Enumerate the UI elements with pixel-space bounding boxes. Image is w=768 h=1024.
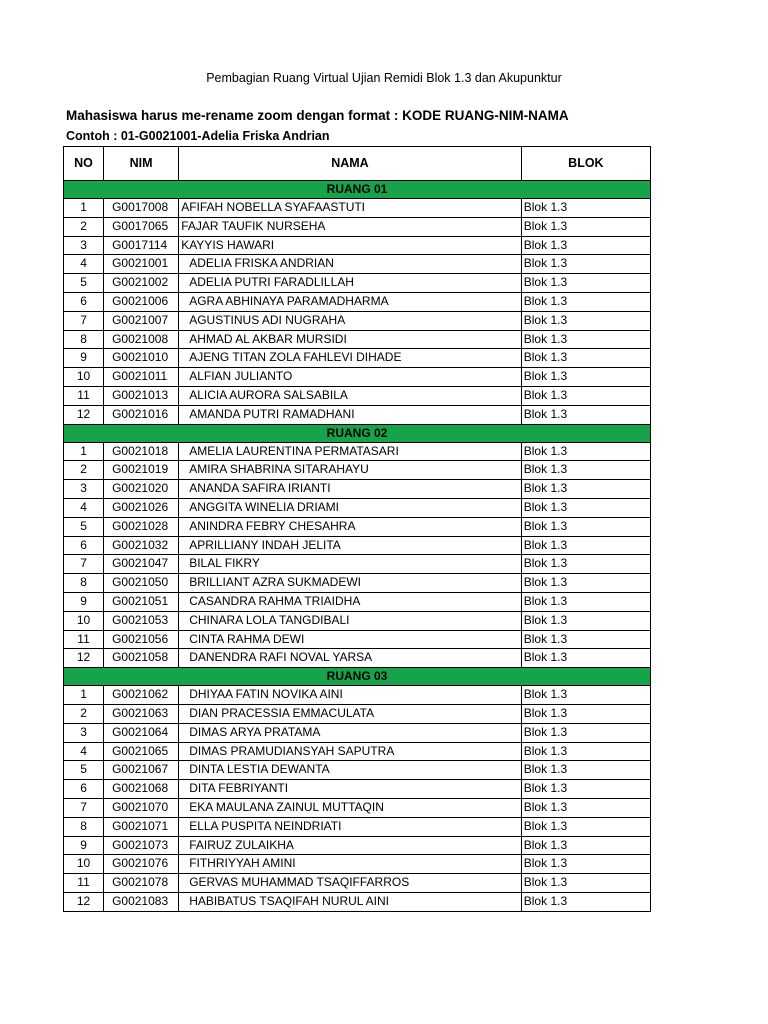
cell-no: 3 [64,236,104,255]
cell-nim: G0021071 [104,817,179,836]
cell-nama: CASANDRA RAHMA TRIAIDHA [179,592,522,611]
cell-nama: DIMAS PRAMUDIANSYAH SAPUTRA [179,742,522,761]
cell-no: 11 [64,630,104,649]
cell-nim: G0021006 [104,292,179,311]
table-body [64,181,651,912]
cell-nama: CINTA RAHMA DEWI [179,630,522,649]
cell-blok: Blok 1.3 [521,349,650,368]
table-row [64,386,651,405]
cell-no: 2 [64,461,104,480]
cell-nim: G0021001 [104,255,179,274]
cell-blok: Blok 1.3 [521,236,650,255]
cell-nama: ADELIA PUTRI FARADLILLAH [179,274,522,293]
cell-no: 7 [64,555,104,574]
header-nim: NIM [104,147,179,181]
table-row [64,217,651,236]
table-row [64,311,651,330]
cell-blok: Blok 1.3 [521,311,650,330]
table-row [64,442,651,461]
table-row [64,798,651,817]
cell-nama: BILAL FIKRY [179,555,522,574]
cell-nim: G0021068 [104,780,179,799]
cell-nama: ALICIA AURORA SALSABILA [179,386,522,405]
cell-nim: G0021064 [104,723,179,742]
cell-blok: Blok 1.3 [521,611,650,630]
cell-nama: AGUSTINUS ADI NUGRAHA [179,311,522,330]
table-row [64,536,651,555]
table-row [64,592,651,611]
cell-blok: Blok 1.3 [521,574,650,593]
table-row [64,855,651,874]
table-row [64,236,651,255]
room-header-row [64,668,651,686]
table-row [64,723,651,742]
cell-nim: G0017114 [104,236,179,255]
room-label: RUANG 01 [64,181,651,199]
table-row [64,649,651,668]
cell-no: 5 [64,761,104,780]
table-row [64,405,651,424]
cell-nim: G0021032 [104,536,179,555]
table-row [64,255,651,274]
header-blok: BLOK [521,147,650,181]
cell-blok: Blok 1.3 [521,555,650,574]
cell-nim: G0017065 [104,217,179,236]
cell-no: 11 [64,874,104,893]
room-header-row [64,424,651,442]
cell-nim: G0017008 [104,199,179,218]
cell-blok: Blok 1.3 [521,723,650,742]
cell-blok: Blok 1.3 [521,592,650,611]
cell-blok: Blok 1.3 [521,292,650,311]
cell-nama: FAIRUZ ZULAIKHA [179,836,522,855]
cell-nim: G0021013 [104,386,179,405]
cell-blok: Blok 1.3 [521,498,650,517]
cell-nim: G0021076 [104,855,179,874]
cell-nim: G0021070 [104,798,179,817]
cell-nim: G0021018 [104,442,179,461]
cell-blok: Blok 1.3 [521,704,650,723]
cell-nama: FITHRIYYAH AMINI [179,855,522,874]
room-label: RUANG 03 [64,668,651,686]
cell-blok: Blok 1.3 [521,798,650,817]
cell-nim: G0021020 [104,480,179,499]
cell-no: 6 [64,292,104,311]
room-header-row [64,181,651,199]
cell-nim: G0021047 [104,555,179,574]
header-no: NO [64,147,104,181]
cell-nama: AMANDA PUTRI RAMADHANI [179,405,522,424]
table-row [64,498,651,517]
cell-blok: Blok 1.3 [521,480,650,499]
cell-no: 5 [64,517,104,536]
cell-blok: Blok 1.3 [521,817,650,836]
cell-no: 9 [64,836,104,855]
cell-nim: G0021062 [104,686,179,705]
cell-no: 3 [64,723,104,742]
room-assignment-table [63,146,651,912]
cell-nama: CHINARA LOLA TANGDIBALI [179,611,522,630]
table-row [64,704,651,723]
cell-blok: Blok 1.3 [521,217,650,236]
cell-nama: AMIRA SHABRINA SITARAHAYU [179,461,522,480]
cell-nama: ANINDRA FEBRY CHESAHRA [179,517,522,536]
cell-blok: Blok 1.3 [521,742,650,761]
cell-nama: DINTA LESTIA DEWANTA [179,761,522,780]
cell-nama: EKA MAULANA ZAINUL MUTTAQIN [179,798,522,817]
table-row [64,330,651,349]
rename-instruction: Mahasiswa harus me-rename zoom dengan format : KODE RUANG-NIM-NAMA [66,108,569,123]
cell-nama: BRILLIANT AZRA SUKMADEWI [179,574,522,593]
cell-blok: Blok 1.3 [521,874,650,893]
cell-blok: Blok 1.3 [521,892,650,911]
cell-nama: DANENDRA RAFI NOVAL YARSA [179,649,522,668]
cell-nama: AFIFAH NOBELLA SYAFAASTUTI [179,199,522,218]
table-row [64,742,651,761]
cell-nim: G0021019 [104,461,179,480]
cell-nama: DIMAS ARYA PRATAMA [179,723,522,742]
table-row [64,836,651,855]
cell-no: 12 [64,649,104,668]
cell-no: 4 [64,498,104,517]
cell-nama: ANANDA SAFIRA IRIANTI [179,480,522,499]
cell-blok: Blok 1.3 [521,686,650,705]
cell-nim: G0021056 [104,630,179,649]
cell-nim: G0021011 [104,368,179,387]
cell-nim: G0021053 [104,611,179,630]
cell-no: 9 [64,349,104,368]
cell-blok: Blok 1.3 [521,442,650,461]
cell-blok: Blok 1.3 [521,761,650,780]
table-row [64,761,651,780]
cell-nama: AHMAD AL AKBAR MURSIDI [179,330,522,349]
cell-blok: Blok 1.3 [521,386,650,405]
table-row [64,611,651,630]
cell-nim: G0021007 [104,311,179,330]
cell-nim: G0021016 [104,405,179,424]
table-row [64,517,651,536]
cell-no: 4 [64,742,104,761]
cell-blok: Blok 1.3 [521,517,650,536]
document-title: Pembagian Ruang Virtual Ujian Remidi Blok 1.3 dan Akupunktur [206,71,562,85]
cell-no: 11 [64,386,104,405]
cell-blok: Blok 1.3 [521,330,650,349]
cell-blok: Blok 1.3 [521,461,650,480]
room-label: RUANG 02 [64,424,651,442]
table-row [64,780,651,799]
cell-blok: Blok 1.3 [521,274,650,293]
cell-no: 5 [64,274,104,293]
cell-no: 12 [64,405,104,424]
cell-blok: Blok 1.3 [521,405,650,424]
cell-nim: G0021083 [104,892,179,911]
cell-no: 6 [64,536,104,555]
cell-no: 7 [64,798,104,817]
cell-nama: DHIYAA FATIN NOVIKA AINI [179,686,522,705]
cell-no: 1 [64,442,104,461]
cell-no: 10 [64,855,104,874]
cell-nim: G0021078 [104,874,179,893]
cell-no: 10 [64,611,104,630]
cell-no: 4 [64,255,104,274]
cell-nama: ANGGITA WINELIA DRIAMI [179,498,522,517]
cell-nim: G0021002 [104,274,179,293]
cell-nama: ELLA PUSPITA NEINDRIATI [179,817,522,836]
cell-no: 8 [64,817,104,836]
cell-nama: ALFIAN JULIANTO [179,368,522,387]
cell-nim: G0021028 [104,517,179,536]
table-row [64,817,651,836]
cell-nama: DIAN PRACESSIA EMMACULATA [179,704,522,723]
cell-nim: G0021008 [104,330,179,349]
cell-no: 1 [64,199,104,218]
cell-nim: G0021051 [104,592,179,611]
cell-nim: G0021050 [104,574,179,593]
cell-nama: ADELIA FRISKA ANDRIAN [179,255,522,274]
table-row [64,574,651,593]
table-row [64,555,651,574]
table-row [64,630,651,649]
cell-nama: AGRA ABHINAYA PARAMADHARMA [179,292,522,311]
table-row [64,892,651,911]
cell-nim: G0021063 [104,704,179,723]
rename-example: Contoh : 01-G0021001-Adelia Friska Andrian [66,129,330,143]
cell-no: 8 [64,574,104,593]
cell-nama: FAJAR TAUFIK NURSEHA [179,217,522,236]
cell-no: 8 [64,330,104,349]
cell-no: 2 [64,217,104,236]
table-row [64,199,651,218]
cell-no: 7 [64,311,104,330]
table-row [64,368,651,387]
cell-nama: AJENG TITAN ZOLA FAHLEVI DIHADE [179,349,522,368]
cell-no: 2 [64,704,104,723]
header-nama: NAMA [179,147,522,181]
cell-blok: Blok 1.3 [521,536,650,555]
table-row [64,461,651,480]
cell-nama: DITA FEBRIYANTI [179,780,522,799]
cell-blok: Blok 1.3 [521,649,650,668]
cell-nim: G0021065 [104,742,179,761]
cell-blok: Blok 1.3 [521,199,650,218]
table-row [64,874,651,893]
cell-nim: G0021010 [104,349,179,368]
cell-nama: KAYYIS HAWARI [179,236,522,255]
cell-no: 3 [64,480,104,499]
cell-nim: G0021026 [104,498,179,517]
cell-no: 10 [64,368,104,387]
cell-no: 1 [64,686,104,705]
cell-no: 6 [64,780,104,799]
cell-nim: G0021073 [104,836,179,855]
cell-nama: GERVAS MUHAMMAD TSAQIFFARROS [179,874,522,893]
cell-nim: G0021067 [104,761,179,780]
cell-nama: HABIBATUS TSAQIFAH NURUL AINI [179,892,522,911]
cell-blok: Blok 1.3 [521,855,650,874]
table-row [64,480,651,499]
table-row [64,349,651,368]
table-row [64,686,651,705]
cell-no: 12 [64,892,104,911]
table-header-row [64,147,651,181]
cell-blok: Blok 1.3 [521,630,650,649]
cell-blok: Blok 1.3 [521,836,650,855]
cell-nama: AMELIA LAURENTINA PERMATASARI [179,442,522,461]
cell-blok: Blok 1.3 [521,780,650,799]
table-row [64,292,651,311]
table-row [64,274,651,293]
cell-nim: G0021058 [104,649,179,668]
cell-blok: Blok 1.3 [521,368,650,387]
cell-blok: Blok 1.3 [521,255,650,274]
cell-no: 9 [64,592,104,611]
cell-nama: APRILLIANY INDAH JELITA [179,536,522,555]
